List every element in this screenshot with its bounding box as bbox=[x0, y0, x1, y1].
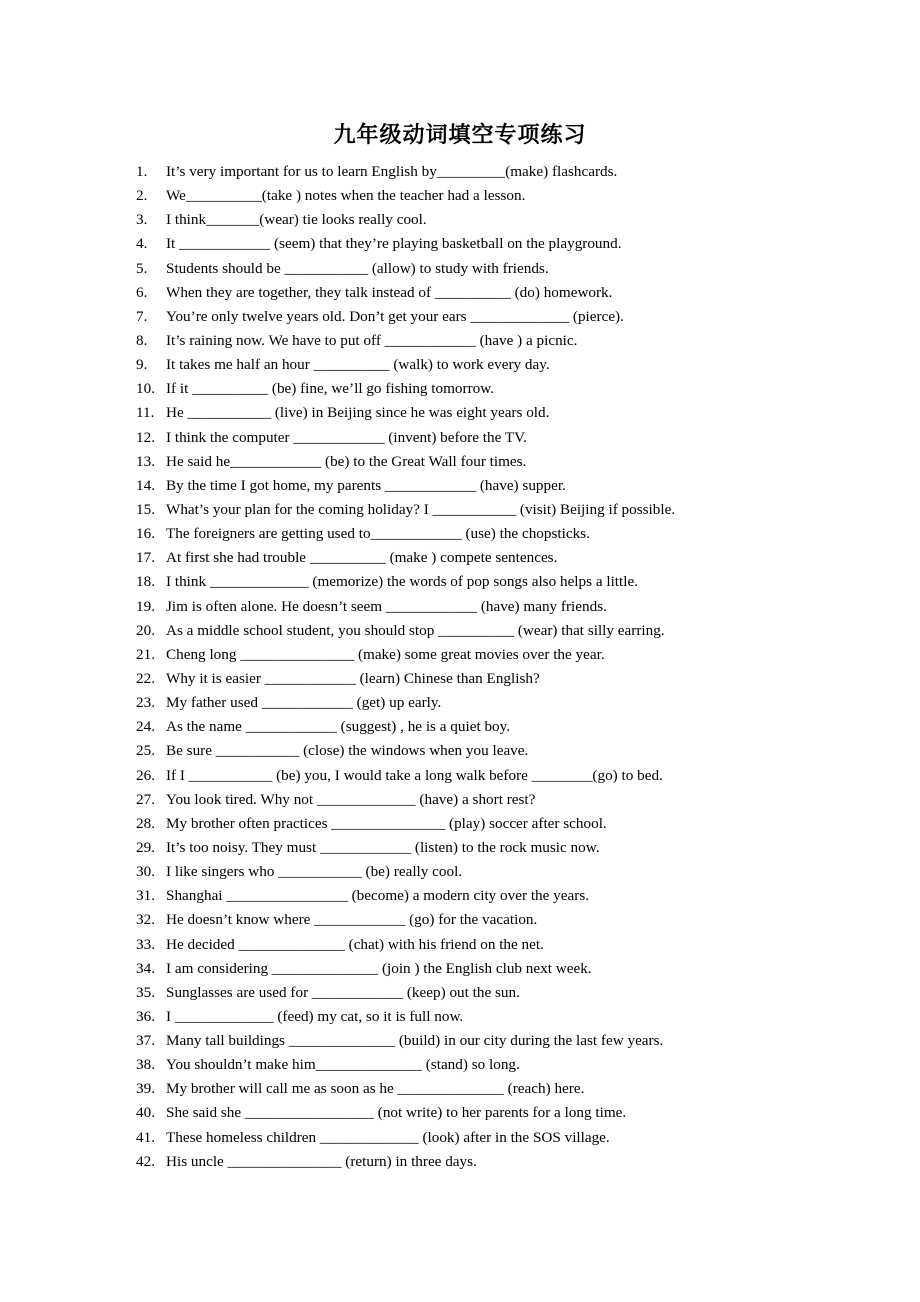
exercise-sentence: I think the computer ____________ (invent) before the TV. bbox=[166, 428, 527, 446]
exercise-number: 41. bbox=[136, 1128, 155, 1146]
exercise-item bbox=[136, 401, 756, 425]
exercise-sentence: If I ___________ (be) you, I would take a long walk before ________(go) to bed. bbox=[166, 766, 663, 784]
exercise-number: 4. bbox=[136, 235, 148, 253]
exercise-item bbox=[136, 426, 756, 450]
exercise-item bbox=[136, 160, 756, 184]
exercise-sentence: You’re only twelve years old. Don’t get your ears _____________ (pierce). bbox=[166, 307, 624, 325]
exercise-number: 27. bbox=[136, 790, 155, 808]
exercise-item bbox=[136, 1053, 756, 1077]
exercise-sentence: Why it is easier ____________ (learn) Chinese than English? bbox=[166, 669, 540, 687]
exercise-number: 30. bbox=[136, 863, 155, 881]
exercise-number: 34. bbox=[136, 959, 155, 977]
page-title: 九年级动词填空专项练习 bbox=[333, 122, 587, 148]
exercise-item bbox=[136, 595, 756, 619]
exercise-sentence: At first she had trouble __________ (make ) compete sentences. bbox=[166, 549, 558, 567]
exercise-sentence: I am considering ______________ (join ) the English club next week. bbox=[166, 959, 592, 977]
exercise-number: 11. bbox=[136, 404, 155, 422]
exercise-number: 8. bbox=[136, 331, 148, 349]
exercise-sentence: If it __________ (be) fine, we’ll go fishing tomorrow. bbox=[166, 380, 495, 398]
exercise-number: 3. bbox=[136, 211, 148, 229]
exercise-item bbox=[136, 981, 756, 1005]
exercise-item bbox=[136, 474, 756, 498]
exercise-sentence: As a middle school student, you should stop __________ (wear) that silly earring. bbox=[166, 621, 665, 639]
exercise-item bbox=[136, 1005, 756, 1029]
exercise-number: 32. bbox=[136, 911, 155, 929]
exercise-item bbox=[136, 522, 756, 546]
exercise-number: 25. bbox=[136, 742, 155, 760]
exercise-number: 35. bbox=[136, 983, 155, 1001]
exercise-sentence: Many tall buildings ______________ (build) in our city during the last few years. bbox=[166, 1032, 664, 1050]
exercise-number: 38. bbox=[136, 1056, 155, 1074]
exercise-number: 1. bbox=[136, 163, 148, 180]
exercise-sentence: When they are together, they talk instead of __________ (do) homework. bbox=[166, 283, 613, 301]
exercise-number: 15. bbox=[136, 500, 155, 518]
exercise-item bbox=[136, 836, 756, 860]
exercise-item bbox=[136, 739, 756, 763]
exercise-sentence: He doesn’t know where ____________ (go) for the vacation. bbox=[166, 911, 538, 929]
exercise-number: 20. bbox=[136, 621, 155, 639]
exercise-sentence: Shanghai ________________ (become) a modern city over the years. bbox=[166, 887, 590, 905]
exercise-item bbox=[136, 208, 756, 232]
exercise-sentence: My brother will call me as soon as he ______________ (reach) here. bbox=[166, 1080, 585, 1098]
exercise-item bbox=[136, 933, 756, 957]
exercise-number: 22. bbox=[136, 669, 155, 687]
exercise-sentence: What’s your plan for the coming holiday? I ___________ (visit) Beijing if possible. bbox=[166, 500, 676, 518]
exercise-sentence: As the name ____________ (suggest) , he is a quiet boy. bbox=[166, 718, 511, 736]
exercise-number: 18. bbox=[136, 573, 155, 591]
exercise-sentence: Sunglasses are used for ____________ (keep) out the sun. bbox=[166, 983, 520, 1001]
exercise-number: 13. bbox=[136, 452, 155, 470]
exercise-number: 16. bbox=[136, 525, 155, 543]
exercise-number: 9. bbox=[136, 356, 148, 374]
exercise-sentence: I think _____________ (memorize) the words of pop songs also helps a little. bbox=[166, 573, 639, 591]
exercise-number: 19. bbox=[136, 597, 155, 615]
exercise-item bbox=[136, 957, 756, 981]
exercise-number: 28. bbox=[136, 814, 155, 832]
exercise-sentence: We__________(take ) notes when the teacher had a lesson. bbox=[166, 187, 526, 205]
exercise-item bbox=[136, 498, 756, 522]
exercise-sentence: By the time I got home, my parents ____________ (have) supper. bbox=[166, 476, 566, 494]
exercise-sentence: He said he____________ (be) to the Great Wall four times. bbox=[166, 452, 527, 470]
exercise-sentence: The foreigners are getting used to____________ (use) the chopsticks. bbox=[166, 525, 590, 543]
exercise-number: 24. bbox=[136, 718, 155, 736]
exercise-number: 10. bbox=[136, 380, 155, 398]
exercise-item bbox=[136, 1101, 756, 1125]
exercise-number: 37. bbox=[136, 1032, 155, 1050]
exercise-sentence: It’s raining now. We have to put off ____________ (have ) a picnic. bbox=[166, 331, 578, 349]
exercise-item bbox=[136, 1029, 756, 1053]
exercise-sentence: These homeless children _____________ (look) after in the SOS village. bbox=[166, 1128, 610, 1146]
exercise-sentence: She said she _________________ (not write) to her parents for a long time. bbox=[166, 1104, 627, 1122]
exercise-item bbox=[136, 1150, 756, 1174]
exercise-item bbox=[136, 305, 756, 329]
exercise-item bbox=[136, 812, 756, 836]
exercise-item bbox=[136, 764, 756, 788]
exercise-item bbox=[136, 619, 756, 643]
exercise-item bbox=[136, 570, 756, 594]
exercise-sentence: Jim is often alone. He doesn’t seem ____________ (have) many friends. bbox=[166, 597, 607, 615]
exercise-item bbox=[136, 715, 756, 739]
exercise-item bbox=[136, 908, 756, 932]
exercise-item bbox=[136, 353, 756, 377]
exercise-sentence: It’s very important for us to learn English by_________(make) flashcards. bbox=[166, 163, 618, 180]
exercise-item bbox=[136, 884, 756, 908]
exercise-number: 12. bbox=[136, 428, 155, 446]
exercise-item bbox=[136, 184, 756, 208]
exercise-number: 7. bbox=[136, 307, 148, 325]
exercise-number: 17. bbox=[136, 549, 155, 567]
exercise-number: 40. bbox=[136, 1104, 155, 1122]
exercise-number: 39. bbox=[136, 1080, 155, 1098]
exercise-sentence: It takes me half an hour __________ (walk) to work every day. bbox=[166, 356, 550, 374]
exercise-number: 21. bbox=[136, 645, 155, 663]
exercise-sentence: Students should be ___________ (allow) to study with friends. bbox=[166, 259, 549, 277]
exercise-item bbox=[136, 1126, 756, 1150]
exercise-sentence: I think_______(wear) tie looks really cool. bbox=[166, 211, 427, 229]
exercise-list bbox=[136, 160, 756, 1174]
exercise-sentence: His uncle _______________ (return) in three days. bbox=[166, 1152, 477, 1170]
exercise-item bbox=[136, 546, 756, 570]
exercise-sentence: You look tired. Why not _____________ (have) a short rest? bbox=[166, 790, 536, 808]
exercise-number: 23. bbox=[136, 694, 155, 712]
exercise-sentence: I like singers who ___________ (be) really cool. bbox=[166, 863, 463, 881]
exercise-item bbox=[136, 1077, 756, 1101]
exercise-number: 5. bbox=[136, 259, 148, 277]
exercise-number: 29. bbox=[136, 838, 155, 856]
exercise-number: 36. bbox=[136, 1007, 155, 1025]
exercise-sentence: Cheng long _______________ (make) some great movies over the year. bbox=[166, 645, 605, 663]
exercise-item bbox=[136, 329, 756, 353]
exercise-item bbox=[136, 281, 756, 305]
exercise-sentence: You shouldn’t make him______________ (stand) so long. bbox=[166, 1056, 520, 1074]
exercise-item bbox=[136, 377, 756, 401]
exercise-number: 14. bbox=[136, 476, 155, 494]
exercise-number: 42. bbox=[136, 1152, 155, 1170]
exercise-item bbox=[136, 788, 756, 812]
exercise-number: 33. bbox=[136, 935, 155, 953]
exercise-sentence: Be sure ___________ (close) the windows when you leave. bbox=[166, 742, 529, 760]
exercise-number: 31. bbox=[136, 887, 155, 905]
exercise-item bbox=[136, 450, 756, 474]
exercise-number: 2. bbox=[136, 187, 148, 205]
exercise-item bbox=[136, 667, 756, 691]
exercise-item bbox=[136, 643, 756, 667]
exercise-item bbox=[136, 860, 756, 884]
exercise-sentence: My father used ____________ (get) up early. bbox=[166, 694, 442, 712]
exercise-sentence: He ___________ (live) in Beijing since he was eight years old. bbox=[166, 404, 550, 422]
exercise-number: 6. bbox=[136, 283, 148, 301]
exercise-item bbox=[136, 691, 756, 715]
exercise-sentence: My brother often practices _______________ (play) soccer after school. bbox=[166, 814, 607, 832]
exercise-sentence: He decided ______________ (chat) with his friend on the net. bbox=[166, 935, 544, 953]
exercise-sentence: It’s too noisy. They must ____________ (listen) to the rock music now. bbox=[166, 838, 600, 856]
exercise-number: 26. bbox=[136, 766, 155, 784]
exercise-item bbox=[136, 232, 756, 256]
exercise-sentence: It ____________ (seem) that they’re playing basketball on the playground. bbox=[166, 235, 622, 253]
exercise-sentence: I _____________ (feed) my cat, so it is full now. bbox=[166, 1007, 464, 1025]
exercise-item bbox=[136, 257, 756, 281]
